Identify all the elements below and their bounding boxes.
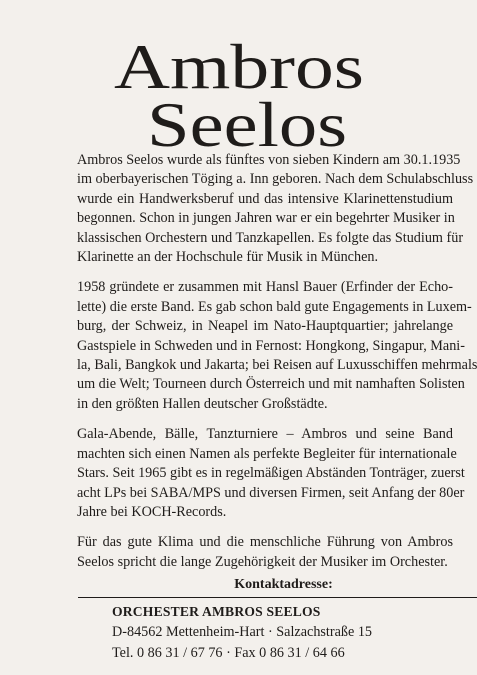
paragraph-4: [77, 533, 453, 572]
logo-line-2: Seelos: [146, 89, 347, 156]
paragraph-2: [77, 278, 477, 414]
text-line: la, Bali, Bangkok und Jakarta; bei Reisen auf Luxusschiffen mehrmals: [77, 357, 477, 374]
text-line: Für das gute Klima und die menschliche Führung von Ambros: [77, 534, 453, 551]
text-line: burg, der Schweiz, in Neapel im Nato-Hauptquartier; jahrelange: [77, 318, 453, 335]
logo-line-1: Ambros: [113, 31, 364, 102]
text-line: acht LPs bei SABA/MPS und diversen Firmen, seit Anfang der 80er: [77, 484, 465, 501]
divider: [78, 597, 477, 598]
text-line: klassischen Orchestern und Tanzkapellen. Es folgte das Studium für: [77, 229, 464, 246]
text-line: Seelos spricht die lange Zugehörigkeit der Musiker im Orchester.: [77, 553, 448, 570]
text-line: Ambros Seelos wurde als fünftes von sieben Kindern am 30.1.1935: [77, 152, 461, 168]
paragraph-3: [77, 425, 465, 522]
text-line: begonnen. Schon in jungen Jahren war er ein begehrter Musiker in: [77, 210, 455, 227]
text-line: lette) die erste Band. Es gab schon bald gute Engagements in Luxem-: [77, 298, 472, 315]
text-line: machten sich einen Namen als perfekte Begleiter für internationale: [77, 445, 457, 462]
postal-address: D-84562 Mettenheim-Hart · Salzachstraße 15: [112, 624, 373, 640]
text-line: Gala-Abende, Bälle, Tanzturniere – Ambros und seine Band: [77, 426, 453, 443]
text-line: Klarinette an der Hochschule für Musik in München.: [77, 249, 379, 266]
text-line: um die Welt; Tourneen durch Österreich und mit namhaften Solisten: [77, 376, 465, 393]
contact-block: [112, 601, 477, 664]
text-line: Gastspiele in Schweden und in Fernost: Hongkong, Singapur, Mani-: [77, 337, 465, 354]
logo-wordmark: [79, 28, 399, 156]
text-line: im oberbayerischen Töging a. Inn geboren. Nach dem Schulabschluss: [77, 171, 474, 188]
text-line: Stars. Seit 1965 gibt es in regelmäßigen Abständen Tonträger, zuerst: [77, 465, 465, 482]
phone-fax: Tel. 0 86 31 / 67 76 · Fax 0 86 31 / 64 66: [112, 645, 345, 661]
biography-text: [77, 151, 477, 583]
text-line: Jahre bei KOCH-Records.: [77, 503, 227, 520]
contact-heading: Kontaktadresse:: [234, 577, 333, 592]
organization-name: ORCHESTER AMBROS SEELOS: [112, 604, 321, 619]
paragraph-1: [77, 151, 474, 267]
logo: [0, 28, 477, 158]
text-line: wurde ein Handwerksberuf und das intensive Klarinettenstudium: [77, 190, 453, 207]
text-line: 1958 gründete er zusammen mit Hansl Bauer (Erfinder der Echo-: [77, 279, 453, 296]
text-line: in den größten Hallen deutscher Großstädte.: [77, 395, 328, 412]
